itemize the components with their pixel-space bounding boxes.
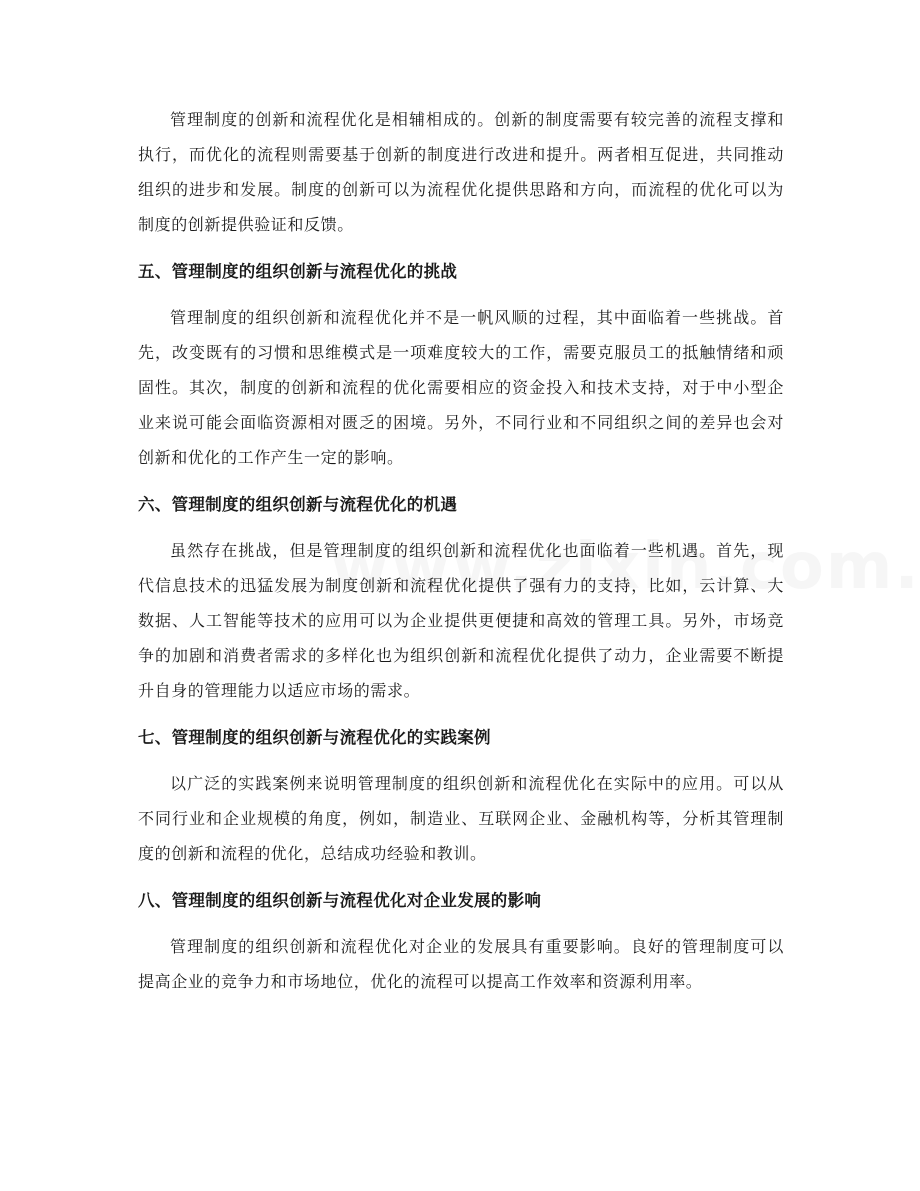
paragraph-cases: 以广泛的实践案例来说明管理制度的组织创新和流程优化在实际中的应用。可以从不同行业和企业规模的角度，例如，制造业、互联网企业、金融机构等，分析其管理制度的创新和流程的优化，总结成功经验和教训。 [138, 774, 784, 863]
paragraph-opportunities: 虽然存在挑战，但是管理制度的组织创新和流程优化也面临着一些机遇。首先，现代信息技术的迅猛发展为制度创新和流程优化提供了强有力的支持，比如，云计算、大数据、人工智能等技术的应用可以为企业提供更便捷和高效的管理工具。另外，市场竞争的加剧和消费者需求的多样化也为组织创新和流程优化提供了动力，企业需要不断提升自身的管理能力以适应市场的需求。 [138, 541, 784, 700]
section-heading-5: 五、管理制度的组织创新与流程优化的挑战 [138, 262, 458, 281]
section-heading-7: 七、管理制度的组织创新与流程优化的实践案例 [138, 728, 491, 747]
paragraph-impact: 管理制度的组织创新和流程优化对企业的发展具有重要影响。良好的管理制度可以提高企业的竞争力和市场地位，优化的流程可以提高工作效率和资源利用率。 [138, 937, 784, 991]
section-heading-6: 六、管理制度的组织创新与流程优化的机遇 [138, 495, 458, 514]
section-heading-8: 八、管理制度的组织创新与流程优化对企业发展的影响 [138, 891, 542, 910]
document-body [138, 102, 784, 999]
paragraph-challenges: 管理制度的组织创新和流程优化并不是一帆风顺的过程，其中面临着一些挑战。首先，改变既有的习惯和思维模式是一项难度较大的工作，需要克服员工的抵触情绪和顽固性。其次，制度的创新和流程的优化需要相应的资金投入和技术支持，对于中小型企业来说可能会面临资源相对匮乏的困境。另外，不同行业和不同组织之间的差异也会对创新和优化的工作产生一定的影响。 [138, 308, 784, 467]
paragraph-intro: 管理制度的创新和流程优化是相辅相成的。创新的制度需要有较完善的流程支撑和执行，而优化的流程则需要基于创新的制度进行改进和提升。两者相互促进，共同推动组织的进步和发展。制度的创新可以为流程优化提供思路和方向，而流程的优化可以为制度的创新提供验证和反馈。 [138, 110, 784, 234]
